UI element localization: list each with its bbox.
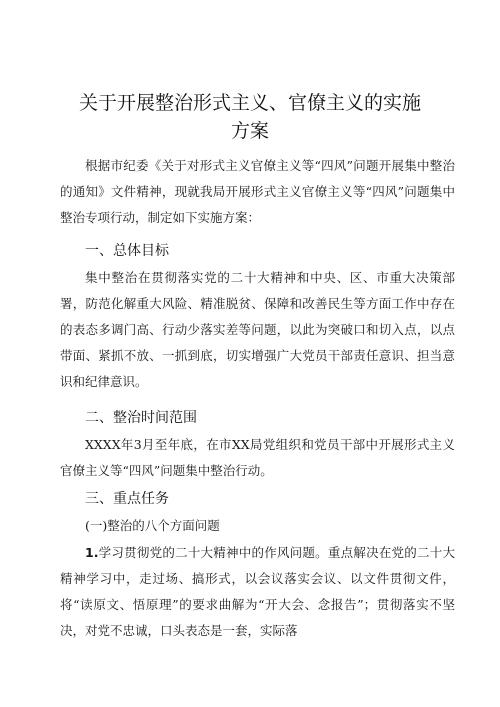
- section1-paragraph: 集中整治在贯彻落实党的二十大精神和中央、区、市重大决策部署，防范化解重大风险、精准脱贫、保障和改善民生等方面工作中存在的表态多调门高、行动少落实差等问题，以此为突破口和切入点，以点带面、紧抓不放、一抓到底，切实增强广大党员干部责任意识、担当意识和纪律意识。: [60, 270, 455, 389]
- item1-text: 学习贯彻党的二十大精神中的作风问题。重点解决在党的二十大精神学习中，走过场、搞形式，以会议落实会议、以文件贯彻文件，将“读原文、悟原理”的要求曲解为“开大会、念报告”；贯彻落实不坚决，对党不忠诚，口头表态是一套，实际落: [60, 545, 455, 638]
- section2-heading: 二、整治时间范围: [85, 410, 197, 426]
- item1-number: 1.: [85, 545, 99, 560]
- item1-paragraph: [60, 540, 455, 644]
- section3-subheading: (一)整治的八个方面问题: [85, 518, 220, 533]
- section1-heading: 一、总体目标: [85, 243, 169, 259]
- document-title-line2: 方案: [230, 120, 269, 142]
- intro-paragraph: 根据市纪委《关于对形式主义官僚主义等“四风”问题开展集中整治的通知》文件精神，现就我局开展形式主义官僚主义等“四风”问题集中整治专项行动，制定如下实施方案：: [60, 158, 455, 225]
- section3-heading: 三、重点任务: [85, 491, 169, 507]
- document-title-line1: 关于开展整治形式主义、官僚主义的实施: [78, 92, 421, 114]
- section2-paragraph: XXXX年3月至年底，在市XX局党组织和党员干部中开展形式主义官僚主义等“四风”问题集中整治行动。: [60, 437, 455, 478]
